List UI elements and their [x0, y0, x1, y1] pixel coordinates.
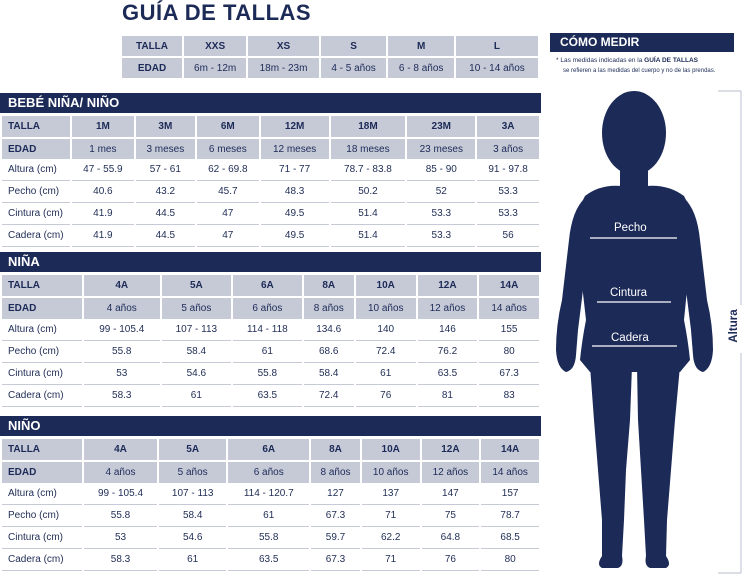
boy-age: 6 años: [228, 462, 309, 483]
cell: 59.7: [311, 527, 360, 549]
cell: 41.9: [72, 225, 134, 247]
baby-size: 18M: [331, 116, 406, 137]
row-label: Pecho (cm): [2, 505, 82, 527]
cell: 63.5: [228, 549, 309, 571]
girl-size: 8A: [304, 275, 354, 296]
summary-age: 18m - 23m: [248, 58, 318, 78]
cell: 48.3: [261, 181, 329, 203]
waist-label: Cintura: [610, 287, 648, 299]
boy-age: 12 años: [422, 462, 480, 483]
cell: 55.8: [233, 363, 301, 385]
girl-table: [0, 275, 541, 407]
cell: 53.3: [477, 181, 539, 203]
boy-age: 8 años: [311, 462, 360, 483]
cell: 53.3: [407, 203, 475, 225]
cell: 91 - 97.8: [477, 159, 539, 181]
cell: 61: [159, 549, 226, 571]
cell: 137: [362, 483, 420, 505]
boy-age: 5 años: [159, 462, 226, 483]
baby-talla-label: TALLA: [2, 116, 70, 137]
page-title: GUÍA DE TALLAS: [122, 0, 312, 25]
boy-size: 6A: [228, 439, 309, 460]
cell: 53.3: [407, 225, 475, 247]
boy-size: 10A: [362, 439, 420, 460]
row-label: Cadera (cm): [2, 549, 82, 571]
cell: 80: [481, 549, 539, 571]
cell: 54.6: [159, 527, 226, 549]
cell: 44.5: [136, 203, 195, 225]
summary-size: XS: [248, 36, 318, 56]
cell: 76.2: [418, 341, 478, 363]
height-label: Altura: [728, 309, 740, 343]
girl-talla-label: TALLA: [2, 275, 82, 296]
baby-age: 3 meses: [136, 139, 195, 159]
cell: 67.3: [311, 549, 360, 571]
summary-talla-label: TALLA: [122, 36, 182, 56]
cell: 50.2: [331, 181, 406, 203]
summary-size: S: [321, 36, 387, 56]
boy-size: 4A: [84, 439, 157, 460]
cell: 67.3: [479, 363, 539, 385]
girl-size: 10A: [356, 275, 416, 296]
cell: 71: [362, 505, 420, 527]
cell: 47: [197, 203, 259, 225]
section-girl: NIÑA: [0, 252, 541, 272]
cell: 76: [422, 549, 480, 571]
measure-note-line2: se refieren a las medidas del cuerpo y no de las prendas.: [563, 68, 716, 74]
cell: 56: [477, 225, 539, 247]
cell: 61: [228, 505, 309, 527]
summary-size: M: [388, 36, 454, 56]
cell: 78.7: [481, 505, 539, 527]
cell: 58.3: [84, 549, 157, 571]
boy-size: 12A: [422, 439, 480, 460]
cell: 57 - 61: [136, 159, 195, 181]
cell: 71: [362, 549, 420, 571]
cell: 49.5: [261, 203, 329, 225]
baby-age: 18 meses: [331, 139, 406, 159]
girl-age: 12 años: [418, 298, 478, 319]
cell: 107 - 113: [159, 483, 226, 505]
cell: 53: [84, 363, 160, 385]
cell: 47: [197, 225, 259, 247]
cell: 53: [84, 527, 157, 549]
cell: 55.8: [84, 505, 157, 527]
boy-size: 5A: [159, 439, 226, 460]
cell: 45.7: [197, 181, 259, 203]
boy-table: [0, 439, 541, 571]
boy-edad-label: EDAD: [2, 462, 82, 483]
baby-age: 6 meses: [197, 139, 259, 159]
girl-age: 10 años: [356, 298, 416, 319]
section-baby: BEBÉ NIÑA/ NIÑO: [0, 93, 541, 113]
boy-age: 14 años: [481, 462, 539, 483]
baby-size: 23M: [407, 116, 475, 137]
size-summary-table: [120, 34, 540, 80]
cell: 53.3: [477, 203, 539, 225]
cell: 55.8: [228, 527, 309, 549]
boy-size: 8A: [311, 439, 360, 460]
cell: 146: [418, 319, 478, 341]
summary-edad-label: EDAD: [122, 58, 182, 78]
boy-age: 10 años: [362, 462, 420, 483]
cell: 114 - 118: [233, 319, 301, 341]
summary-age: 10 - 14 años: [456, 58, 538, 78]
how-to-measure-title: CÓMO MEDIR: [550, 33, 734, 52]
summary-age: 6 - 8 años: [388, 58, 454, 78]
cell: 61: [162, 385, 232, 407]
row-label: Pecho (cm): [2, 181, 70, 203]
row-label: Altura (cm): [2, 319, 82, 341]
cell: 157: [481, 483, 539, 505]
cell: 72.4: [356, 341, 416, 363]
baby-size: 3A: [477, 116, 539, 137]
girl-size: 12A: [418, 275, 478, 296]
row-label: Cadera (cm): [2, 385, 82, 407]
cell: 58.3: [84, 385, 160, 407]
cell: 51.4: [331, 203, 406, 225]
row-label: Cintura (cm): [2, 527, 82, 549]
cell: 76: [356, 385, 416, 407]
row-label: Pecho (cm): [2, 341, 82, 363]
body-silhouette-figure: [550, 86, 749, 583]
cell: 68.6: [304, 341, 354, 363]
cell: 140: [356, 319, 416, 341]
cell: 58.4: [304, 363, 354, 385]
row-label: Cintura (cm): [2, 203, 70, 225]
boy-age: 4 años: [84, 462, 157, 483]
row-label: Altura (cm): [2, 159, 70, 181]
cell: 99 - 105.4: [84, 483, 157, 505]
cell: 114 - 120.7: [228, 483, 309, 505]
measure-note-line1: [556, 57, 698, 64]
cell: 80: [479, 341, 539, 363]
summary-size: L: [456, 36, 538, 56]
baby-edad-label: EDAD: [2, 139, 70, 159]
cell: 71 - 77: [261, 159, 329, 181]
cell: 134.6: [304, 319, 354, 341]
cell: 83: [479, 385, 539, 407]
cell: 78.7 - 83.8: [331, 159, 406, 181]
baby-age: 23 meses: [407, 139, 475, 159]
cell: 58.4: [162, 341, 232, 363]
cell: 155: [479, 319, 539, 341]
summary-age: 6m - 12m: [184, 58, 246, 78]
girl-size: 5A: [162, 275, 232, 296]
cell: 147: [422, 483, 480, 505]
cell: 47 - 55.9: [72, 159, 134, 181]
cell: 64.8: [422, 527, 480, 549]
cell: 61: [233, 341, 301, 363]
cell: 85 - 90: [407, 159, 475, 181]
boy-size: 14A: [481, 439, 539, 460]
cell: 43.2: [136, 181, 195, 203]
boy-talla-label: TALLA: [2, 439, 82, 460]
cell: 67.3: [311, 505, 360, 527]
cell: 63.5: [233, 385, 301, 407]
baby-age: 12 meses: [261, 139, 329, 159]
girl-size: 4A: [84, 275, 160, 296]
baby-size: 3M: [136, 116, 195, 137]
note-text: * Las medidas indicadas en la: [556, 57, 645, 64]
cell: 68.5: [481, 527, 539, 549]
summary-age: 4 - 5 años: [321, 58, 387, 78]
baby-size: 12M: [261, 116, 329, 137]
cell: 52: [407, 181, 475, 203]
girl-size: 14A: [479, 275, 539, 296]
cell: 99 - 105.4: [84, 319, 160, 341]
girl-age: 6 años: [233, 298, 301, 319]
cell: 63.5: [418, 363, 478, 385]
cell: 62.2: [362, 527, 420, 549]
cell: 44.5: [136, 225, 195, 247]
row-label: Altura (cm): [2, 483, 82, 505]
baby-age: 3 años: [477, 139, 539, 159]
body-silhouette: [556, 91, 713, 568]
cell: 58.4: [159, 505, 226, 527]
girl-size: 6A: [233, 275, 301, 296]
cell: 62 - 69.8: [197, 159, 259, 181]
cell: 40.6: [72, 181, 134, 203]
girl-age: 4 años: [84, 298, 160, 319]
section-boy: NIÑO: [0, 416, 541, 436]
girl-edad-label: EDAD: [2, 298, 82, 319]
cell: 127: [311, 483, 360, 505]
cell: 61: [356, 363, 416, 385]
cell: 55.8: [84, 341, 160, 363]
summary-size: XXS: [184, 36, 246, 56]
hip-label: Cadera: [611, 332, 649, 344]
cell: 72.4: [304, 385, 354, 407]
cell: 75: [422, 505, 480, 527]
row-label: Cadera (cm): [2, 225, 70, 247]
girl-age: 5 años: [162, 298, 232, 319]
cell: 41.9: [72, 203, 134, 225]
baby-table: [0, 116, 541, 247]
girl-age: 8 años: [304, 298, 354, 319]
baby-age: 1 mes: [72, 139, 134, 159]
cell: 81: [418, 385, 478, 407]
cell: 107 - 113: [162, 319, 232, 341]
cell: 49.5: [261, 225, 329, 247]
cell: 54.6: [162, 363, 232, 385]
baby-size: 6M: [197, 116, 259, 137]
row-label: Cintura (cm): [2, 363, 82, 385]
note-bold: GUÍA DE TALLAS: [644, 57, 698, 64]
chest-label: Pecho: [614, 222, 647, 234]
girl-age: 14 años: [479, 298, 539, 319]
cell: 51.4: [331, 225, 406, 247]
baby-size: 1M: [72, 116, 134, 137]
